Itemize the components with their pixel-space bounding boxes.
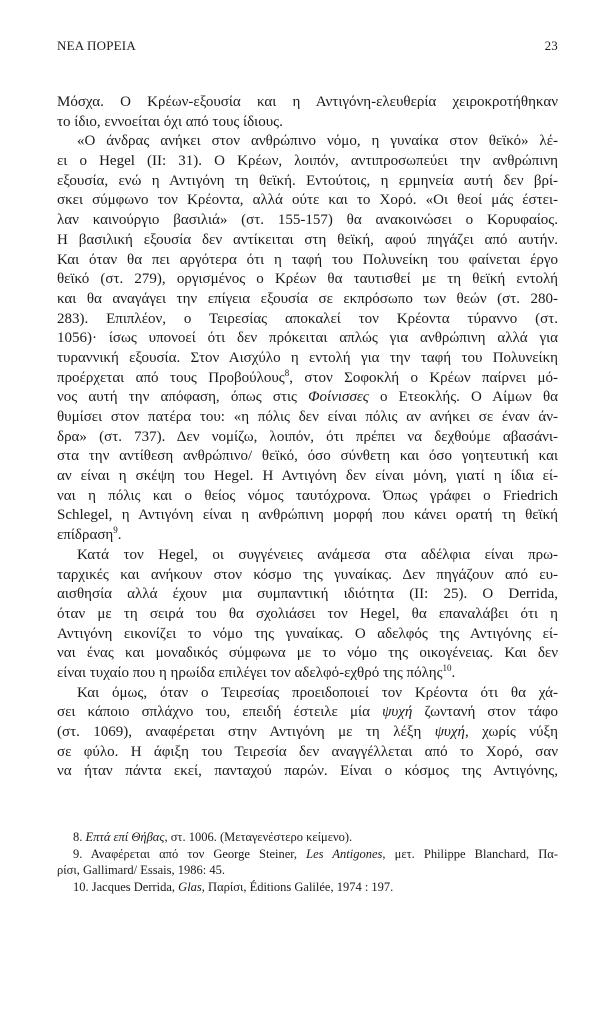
text-run: 1056)· ίσως υπονοεί ότι δεν πρόκειται απλώς για ανθρώπινη αλλά για [57, 330, 558, 347]
text-line [57, 251, 558, 271]
text-run: Αντιγόνη εικονίζει το νόμο της γυναίκας. Ο αδελφός της Αντιγόνης εί- [57, 625, 558, 642]
text-run: εξουσία, ενώ η Αντιγόνη τη θεϊκή. Εντούτοις, η ερμηνεία αυτή δεν βρί- [57, 172, 558, 189]
text-line [57, 526, 558, 546]
text-run: δρα» (στ. 737). Δεν νομίζω, λοιπόν, ότι πρέπει να δεχθούμε αβασάνι- [57, 428, 558, 445]
text-run: Schlegel, η Αντιγόνη είναι η ανθρώπινη μορφή που κάνει ορατή τη θεϊκή [57, 507, 558, 524]
text-run: , μετ. Philippe Blanchard, Πα- [382, 846, 558, 861]
text-run: τυραννική εξουσία. Στον Αισχύλο η εντολή για την ταφή του Πολυνείκη [57, 349, 558, 366]
text-line [57, 566, 558, 586]
footnote-line [57, 829, 558, 846]
text-line [57, 231, 558, 251]
text-run: 9. Αναφέρεται από τον George Steiner, [73, 846, 307, 861]
text-line [57, 369, 558, 389]
text-run: Κατά τον Hegel, οι συγγένειες ανάμεσα στα αδέλφια είναι πρω- [77, 546, 558, 563]
text-run: Και όταν θα πει αργότερα ότι η ταφή του Πολυνείκη του φαίνεται έργο [57, 251, 558, 268]
text-run: , στ. 1006. (Μεταγενέστερο κείμενο). [164, 830, 353, 844]
text-line [57, 93, 558, 113]
text-line [57, 585, 558, 605]
footnote-line [57, 846, 558, 863]
text-run: σκει σύμφωνο τον Κρέοντα, αλλά ούτε και το Χορό. «Οι θεοί μάς έστει- [57, 192, 558, 209]
text-run: «Ο άνδρας ανήκει στον ανθρώπινο νόμο, η γυναίκα στον θεϊκό» λέ- [77, 133, 558, 150]
italic-text: ψυχή [434, 724, 465, 740]
text-line [57, 703, 558, 723]
text-line [57, 113, 558, 133]
text-run: προέρχεται από τους Προβούλους [57, 369, 285, 386]
footnote-marker: 10 [442, 662, 452, 673]
text-line [57, 152, 558, 172]
text-line [57, 290, 558, 310]
text-run: Η βασιλική εξουσία δεν αντίκειται στη θεϊκή, αφού πηγάζει από αυτήν. [57, 231, 558, 248]
text-run: ναι ένας και μοναδικός σύμφωνα με το νόμο της οικογένειας. Και δεν [57, 645, 558, 662]
text-run: σε φύλο. Η άφιξη του Τειρεσία δεν αναγγέλλεται από το Χορό, σαν [57, 743, 558, 760]
italic-text: Glas [178, 879, 202, 894]
page-number: 23 [544, 38, 558, 53]
text-run: θεϊκό (στ. 279), οργισμένος ο Κρέων θα ταυτισθεί με τη θεϊκή εντολή [57, 271, 558, 288]
italic-text: ψυχή [382, 704, 413, 721]
running-header-title: ΝΕΑ ΠΟΡΕΙΑ [57, 38, 136, 53]
text-run: λαν καινούργιο βασιλιά» (στ. 155-157) θα ανακοινώσει ο Κορυφαίος. [57, 212, 558, 229]
text-run: 283). Επιπλέον, ο Τειρεσίας αποκαλεί τον Κρέοντα τύραννο (στ. [57, 310, 558, 327]
text-run: σει κάποιο σπλάχνο του, επειδή έστειλε μία [57, 704, 383, 721]
text-run: 8. [73, 830, 86, 844]
text-line [57, 211, 558, 231]
text-run: ει ο Hegel (II: 31). Ο Κρέων, λοιπόν, αντιπροσωπεύει την ανθρώπινη [57, 153, 558, 170]
text-run: (στ. 1069), αναφέρεται στην Αντιγόνη με τη λέξη [57, 724, 435, 740]
text-run: ο Ετεοκλής. Ο Αίμων θα [368, 389, 559, 406]
text-run: . [117, 527, 122, 544]
text-run: και θα αναγάγει την επίγεια εξουσία σε εκπρόσωπο των θεών (στ. 280- [57, 290, 558, 307]
text-line [57, 625, 558, 645]
text-run: αν είναι η σκέψη του Hegel. Η Αντιγόνη δεν είναι μόνη, γιατί η ίδια εί- [57, 468, 558, 485]
text-line [57, 506, 558, 526]
text-line [57, 723, 558, 743]
text-run: όταν με τη σειρά του θα σχολιάσει τον Hegel, θα επαναλάβει ότι η [57, 605, 558, 622]
text-line [57, 408, 558, 428]
text-line [57, 132, 558, 152]
text-run: , χωρίς νύξη [464, 724, 558, 740]
text-line [57, 743, 558, 763]
text-run: , στον Σοφοκλή ο Κρέων παίρνει μό- [289, 369, 558, 386]
text-run: ρίσι, Gallimard/ Essais, 1986: 45. [57, 863, 225, 878]
text-line [57, 605, 558, 625]
text-run: , Παρίσι, Éditions Galilée, 1974 : 197. [201, 879, 394, 894]
text-run: να ήταν πάντα εκεί, πανταχού παρών. Είναι ο κόσμος της Αντιγόνης, [57, 763, 558, 780]
text-line [57, 191, 558, 211]
text-line [57, 546, 558, 566]
text-run: ταρχικές και ανήκουν στον κόσμο της γυναίκας. Δεν πηγάζουν από ευ- [57, 566, 558, 583]
text-run: επίδραση [57, 527, 114, 544]
text-run: Και όμως, όταν ο Τειρεσίας προειδοποιεί τον Κρέοντα ότι θα χά- [77, 684, 558, 701]
text-line [57, 447, 558, 467]
text-run: είναι τυχαίο που η ηρωίδα επιλέγει τον αδελφό-εχθρό της πόλης [57, 664, 443, 681]
text-run: ζωντανή στον τάφο [412, 704, 559, 721]
text-run: ναι η πόλις και ο θείος νόμος ταυτόχρονα. Όπως γράφει ο Friedrich [57, 487, 558, 504]
text-line [57, 172, 558, 192]
text-line [57, 762, 558, 782]
text-run: νος αυτή την απόφαση, όπως στις [57, 389, 309, 406]
text-line [57, 310, 558, 330]
footnote-line [57, 862, 558, 879]
text-line [57, 388, 558, 408]
footnote-marker: 9 [113, 525, 118, 536]
text-line [57, 270, 558, 290]
text-line [57, 467, 558, 487]
footnote-marker: 8 [284, 367, 290, 378]
text-run: . [451, 664, 456, 681]
text-line [57, 349, 558, 369]
text-line [57, 664, 558, 684]
text-run: αισθησία αλλά έχουν μια συμπαντική ιδιότητα (II: 25). Ο Derrida, [57, 586, 558, 603]
text-line [57, 487, 558, 507]
italic-text: Les Antigones [306, 846, 383, 861]
text-line [57, 684, 558, 704]
text-run: στα την αντίθεση ανθρώπινο/ θεϊκό, όσο σύνθετη και όσο γοητευτική και [57, 448, 558, 465]
body-text [57, 93, 558, 782]
text-run: το ίδιο, εννοείται όχι από τους ίδιους. [57, 113, 283, 130]
text-line [57, 329, 558, 349]
italic-text: Φοίνισσες [308, 389, 369, 406]
text-line [57, 644, 558, 664]
text-run: Μόσχα. Ο Κρέων-εξουσία και η Αντιγόνη-ελευθερία χειροκροτήθηκαν [57, 94, 558, 110]
text-run: θυμίσει στον πατέρα του: «η πόλις δεν είναι πόλις αν ανήκει σε έναν άν- [57, 409, 558, 425]
text-line [57, 428, 558, 448]
text-run: 10. Jacques Derrida, [73, 879, 179, 894]
footnote-line [57, 879, 558, 896]
footnotes [57, 829, 558, 895]
italic-text: Επτά επί Θήβας [85, 830, 165, 844]
